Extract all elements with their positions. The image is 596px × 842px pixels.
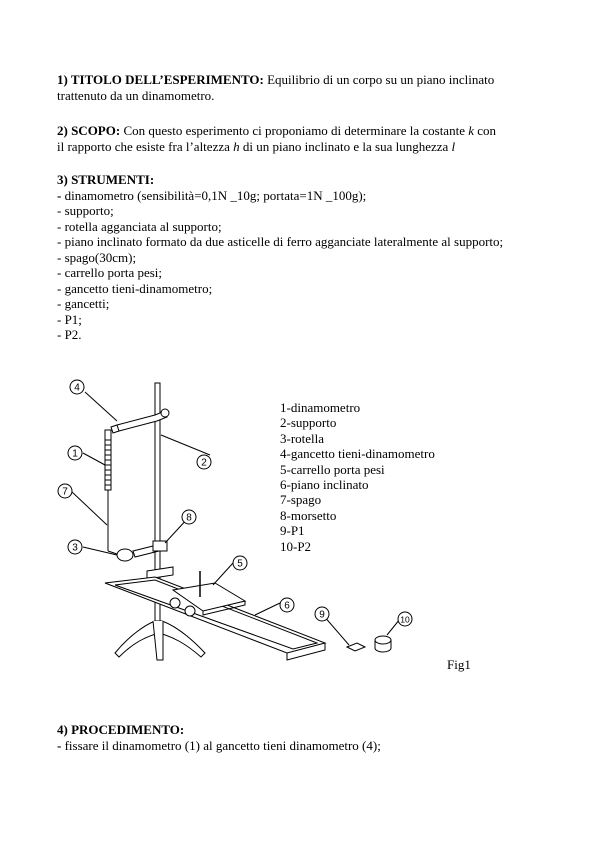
weight-p2	[375, 636, 391, 644]
callout-label: 1	[72, 448, 78, 460]
legend-item: 3-rotella	[280, 430, 325, 446]
section-1-heading: 1) TITOLO DELL’ESPERIMENTO:	[57, 72, 264, 87]
instrument-list-item: - piano inclinato formato da due asticelle di ferro agganciate lateralmente al supporto;	[57, 234, 504, 249]
instrument-list-item: - gancetti;	[57, 296, 110, 311]
section-2-heading: 2) SCOPO:	[57, 123, 121, 138]
instrument-list-item: - rotella agganciata al supporto;	[57, 218, 222, 234]
section-scope: 2) SCOPO: Con questo esperimento ci proponiamo di determinare la costante k con il rapporto che esiste fra l’altezza h di un piano inclinato e la sua lunghezza l	[57, 123, 497, 154]
section-3-heading: 3) STRUMENTI:	[57, 172, 155, 187]
callout-label: 9	[319, 609, 325, 621]
instrument-list-item: - P1;	[57, 311, 82, 327]
instrument-list-item: - P2.	[57, 327, 82, 342]
section-1-text: Equilibrio di un corpo su un piano inclinato	[263, 72, 495, 87]
section-4-heading: 4) PROCEDIMENTO:	[57, 722, 185, 737]
instrument-list-item: - carrello porta pesi;	[57, 265, 163, 280]
legend-item: 4-gancetto tieni-dinamometro	[280, 446, 435, 462]
instrument-list-item: - spago(30cm);	[57, 249, 137, 265]
callout-label: 3	[72, 542, 78, 554]
section-instruments	[57, 172, 557, 343]
figure-caption: Fig1	[447, 657, 471, 672]
section-title	[57, 72, 557, 103]
legend-item: 5-carrello porta pesi	[280, 461, 385, 477]
procedure-step: - fissare il dinamometro (1) al gancetto tieni dinamometro (4);	[57, 737, 381, 753]
figure-legend	[280, 400, 435, 554]
legend-item: 1-dinamometro	[280, 400, 361, 415]
callout-label: 2	[201, 457, 207, 469]
legend-item: 8-morsetto	[280, 507, 337, 523]
legend-item: 7-spago	[280, 492, 322, 508]
callout-label: 8	[186, 512, 192, 524]
instrument-list-item: - supporto;	[57, 203, 114, 218]
instrument-list-item: - gancetto tieni-dinamometro;	[57, 280, 213, 296]
legend-item: 6-piano inclinato	[280, 477, 369, 493]
callout-label: 10	[400, 614, 410, 625]
callout-label: 7	[62, 486, 68, 498]
callout-label: 4	[74, 382, 80, 394]
callout-label: 6	[284, 600, 290, 612]
callout-label: 5	[237, 558, 243, 570]
instrument-list-item: - dinamometro (sensibilità=0,1N _10g; portata=1N _100g);	[57, 187, 367, 203]
wheel	[117, 549, 133, 561]
section-procedure	[57, 722, 557, 753]
legend-item: 9-P1	[280, 523, 305, 539]
legend-item: 2-supporto	[280, 415, 337, 431]
instrument-list	[57, 203, 557, 343]
weight-p1	[347, 643, 365, 651]
legend-item: 10-P2	[280, 538, 312, 554]
section-1-text-line2: trattenuto da un dinamometro.	[57, 87, 215, 103]
